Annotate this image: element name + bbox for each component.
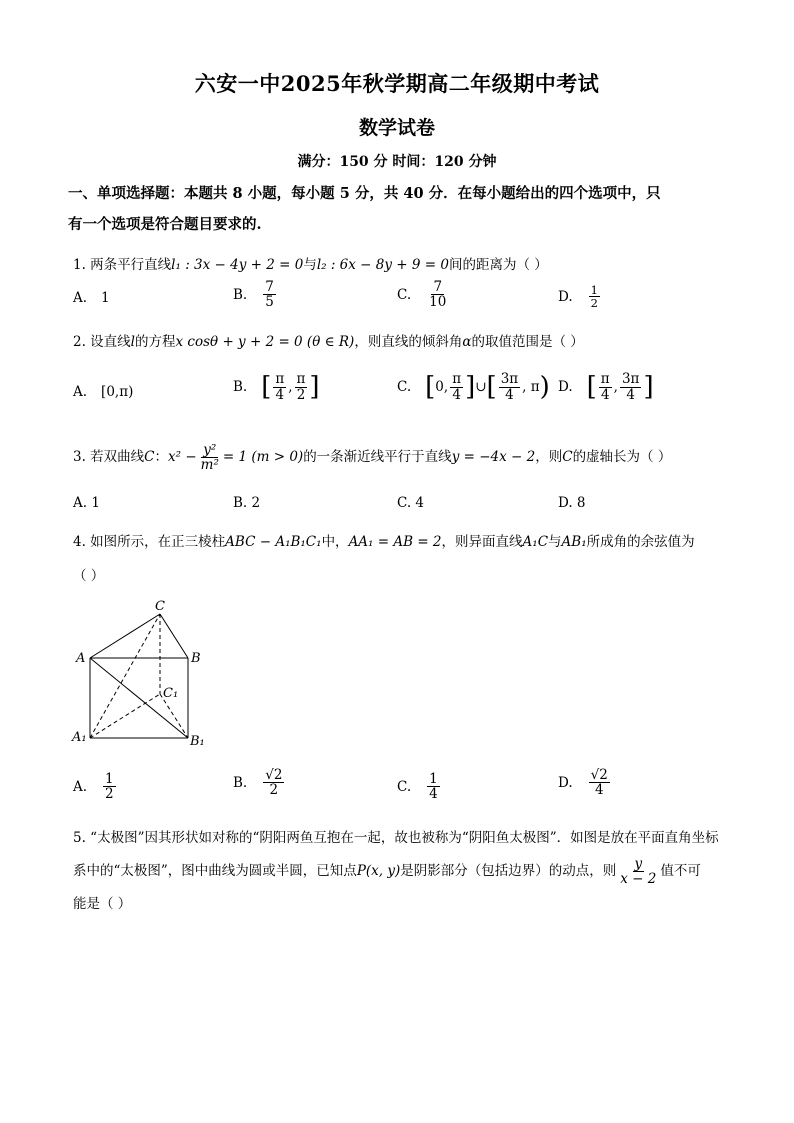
- q2-option-a[interactable]: [73, 384, 133, 400]
- bracket: ]: [465, 372, 476, 402]
- section-heading: [68, 178, 728, 240]
- label-B1: B₁: [190, 734, 205, 749]
- question-3: 3. 若双曲线C：x² − $\frac{\text{y²}}{\text{m²}}$ = 1 (m > 0)的一条渐近线平行于直线y = −4x − 2，则C的虚轴长为（ ）: [73, 441, 672, 473]
- exam-subtitle: 数学试卷: [358, 117, 435, 139]
- q2-equation: x cosθ + y + 2 = 0 (θ ∈ R): [175, 334, 355, 350]
- fraction: [273, 372, 286, 401]
- q3-option-b[interactable]: B. 2: [233, 495, 261, 511]
- q1-option-c-label: C.: [397, 286, 412, 303]
- q3-suffix: ，则: [535, 449, 563, 465]
- q5-line2: [73, 855, 729, 888]
- q5-line3: 能是（ ）: [73, 896, 132, 912]
- q1-option-b[interactable]: [233, 280, 278, 309]
- q2-suffix2: 的取值范围是（ ）: [471, 334, 584, 350]
- q4-suffix: 所成角的余弦值为: [586, 534, 695, 550]
- q1-option-a-label: A.: [73, 290, 88, 306]
- fraction: [103, 772, 116, 801]
- q2-option-c-label: C.: [397, 379, 412, 395]
- fraction-denominator: 10: [429, 294, 447, 311]
- q4-prefix: 4. 如图所示，在正三棱柱: [73, 534, 226, 550]
- question-4: [73, 525, 729, 593]
- q4-line2: （ ）: [73, 568, 105, 584]
- q3-mid: 的一条渐近线平行于直线: [303, 449, 452, 465]
- edge-A1C1: [90, 694, 160, 738]
- q4-line-a: A₁C: [522, 534, 549, 550]
- fraction-numerator: 7: [433, 279, 443, 295]
- q3-suffix2: 的虚轴长为（ ）: [572, 449, 672, 465]
- fraction-numerator: 1: [429, 771, 438, 787]
- label-A1: A₁: [72, 730, 87, 745]
- fraction: [427, 772, 440, 801]
- q2-option-d[interactable]: D. [ $\frac{\pi}{4}$ , $\frac{3\pi}{4}$ ]: [558, 371, 654, 403]
- fraction-numerator: 7: [265, 279, 274, 295]
- q4-option-a[interactable]: [73, 772, 118, 801]
- q3-eq-rhs: = 1 (m > 0): [222, 449, 304, 465]
- q2-option-b-label: B.: [233, 379, 248, 395]
- fraction: [599, 372, 612, 401]
- q2-option-a-label: A.: [73, 384, 88, 400]
- q4-condition: AA₁ = AB = 2: [348, 534, 442, 550]
- prism-figure: [70, 598, 220, 750]
- q4-mid2: ，则异面直线: [441, 534, 523, 550]
- fraction-numerator: y: [634, 855, 643, 872]
- question-1: [73, 250, 729, 280]
- q3-eq-lhs: x² −: [168, 449, 197, 465]
- bracket: ]: [643, 372, 654, 402]
- fraction: [263, 768, 284, 797]
- bracket: [: [425, 372, 436, 402]
- fraction-denominator: 5: [265, 294, 274, 311]
- fraction-numerator: π: [275, 371, 285, 388]
- bracket: ): [539, 372, 550, 402]
- q3-curve: C: [144, 449, 155, 465]
- q3-option-c[interactable]: C. 4: [397, 495, 425, 511]
- q4-option-d[interactable]: [558, 768, 612, 797]
- fraction-denominator: 2: [296, 386, 306, 403]
- fraction-denominator: 4: [594, 782, 604, 799]
- q1-option-b-fraction: [263, 280, 276, 309]
- q4-option-b-label: B.: [233, 774, 248, 791]
- q1-option-c[interactable]: [397, 280, 450, 309]
- fraction-denominator: 2: [105, 786, 114, 803]
- q4-mid3: 与: [548, 534, 562, 550]
- q2-alpha: α: [462, 334, 472, 350]
- q4-prism: ABC − A₁B₁C₁: [225, 534, 322, 550]
- q4-mid: 中，: [321, 534, 349, 550]
- q2-prefix: 2. 设直线: [73, 334, 131, 350]
- q1-prefix: 1. 两条平行直线: [73, 257, 172, 273]
- fraction-numerator: √2: [265, 767, 283, 783]
- q2-option-a-value: [0,π): [101, 384, 134, 400]
- label-C: C: [155, 599, 165, 614]
- q4-line-b: AB₁: [561, 534, 587, 550]
- fraction-numerator: π: [452, 371, 462, 388]
- edge-AC: [90, 614, 160, 658]
- bracket: ]: [309, 372, 320, 402]
- q5-mid: 是阴影部分（包括边界）的动点，则: [400, 863, 617, 879]
- q3-line: y = −4x − 2: [451, 449, 536, 465]
- q2-var-l: l: [130, 334, 135, 350]
- fraction-numerator: π: [600, 371, 610, 388]
- label-C1: C₁: [163, 686, 179, 701]
- q1-option-d-label: D.: [558, 288, 573, 305]
- section-heading-line1: 一、单项选择题：本题共 8 小题，每小题 5 分，共 40 分．在每小题给出的四个选项中，只: [68, 185, 661, 202]
- section-heading-line2: 有一个选项是符合题目要求的.: [68, 216, 262, 233]
- fraction-numerator: 3π: [621, 371, 640, 388]
- q5-line1: 5. “太极图”因其形状如对称的“阴阳两鱼互抱在一起，故也被称为“阴阳鱼太极图”．如图是放在平面直角坐标: [73, 830, 719, 846]
- q2-suffix: ，则直线的倾斜角: [354, 334, 463, 350]
- diagonal-A1C: [90, 614, 160, 738]
- bracket: [: [486, 372, 497, 402]
- fraction: [589, 768, 610, 797]
- q5-prefix: 系中的“太极图”，图中曲线为圆或半圆，已知点: [73, 863, 357, 879]
- fraction-denominator: m²: [200, 457, 219, 473]
- q5-point: P(x, y): [356, 863, 401, 879]
- bracket: [: [586, 372, 597, 402]
- question-5: [73, 822, 729, 921]
- fraction: [499, 372, 520, 401]
- fraction-denominator: 4: [600, 386, 610, 403]
- q4-line1: [73, 525, 729, 559]
- q1-option-a[interactable]: [73, 290, 110, 306]
- q5-fraction: [618, 857, 658, 886]
- fraction: [450, 372, 463, 401]
- bracket: [: [261, 372, 272, 402]
- label-A: A: [76, 651, 86, 666]
- fraction-numerator: √2: [590, 767, 608, 783]
- q5-suffix: 值不可: [660, 863, 701, 879]
- fraction-denominator: 2: [269, 782, 279, 799]
- label-B: B: [191, 651, 201, 666]
- q2-option-b[interactable]: B. [ $\frac{\pi}{4}$ , $\frac{\pi}{2}$ ]: [233, 371, 320, 403]
- q3-option-a[interactable]: A. 1: [73, 495, 100, 511]
- fraction-numerator: 1: [590, 283, 598, 297]
- q4-option-c[interactable]: [397, 772, 442, 801]
- fraction-denominator: 2: [590, 296, 598, 311]
- fraction-denominator: x − 2: [620, 871, 657, 887]
- fraction-denominator: 4: [505, 386, 514, 403]
- fraction-numerator: y²: [203, 441, 217, 458]
- q3-curve-ref: C: [562, 449, 573, 465]
- q1-option-a-value: 1: [101, 290, 110, 306]
- q1-option-b-label: B.: [233, 286, 248, 303]
- q4-option-a-label: A.: [73, 778, 88, 795]
- fraction-numerator: 1: [105, 771, 114, 787]
- q1-line2: l₂ : 6x − 8y + 9 = 0: [316, 257, 449, 273]
- fraction-denominator: 4: [429, 786, 438, 803]
- q4-option-d-label: D.: [558, 774, 573, 791]
- q3-fraction: [199, 443, 221, 472]
- exam-title: 六安一中2025年秋学期高二年级期中考试: [194, 71, 600, 96]
- q1-option-d-fraction: [589, 284, 600, 309]
- question-2: [73, 327, 729, 357]
- q4-option-b[interactable]: [233, 768, 286, 797]
- q2-mid: 的方程: [135, 334, 176, 350]
- fraction: [295, 372, 308, 401]
- q3-option-d[interactable]: D. 8: [558, 495, 586, 511]
- fraction: [620, 372, 641, 401]
- fraction-denominator: 4: [452, 386, 461, 403]
- q1-line1: l₁ : 3x − 4y + 2 = 0: [171, 257, 304, 273]
- q1-option-c-fraction: [427, 280, 448, 309]
- exam-meta: 满分：150 分 时间：120 分钟: [297, 154, 497, 170]
- edge-CB: [160, 614, 188, 658]
- q2-option-c[interactable]: C. [ 0, $\frac{\pi}{4}$ ] ∪ [ $\frac{3\pi}{4}$ , π ): [397, 371, 550, 403]
- q4-option-c-label: C.: [397, 778, 412, 795]
- q1-suffix: 间的距离为（ ）: [448, 257, 548, 273]
- fraction-denominator: 4: [626, 386, 635, 403]
- fraction-numerator: 3π: [500, 371, 519, 388]
- pi: π: [530, 379, 540, 395]
- fraction-denominator: 4: [275, 386, 285, 403]
- q3-prefix: 3. 若双曲线: [73, 449, 145, 465]
- q1-mid: 与: [303, 257, 317, 273]
- q1-option-d[interactable]: [558, 284, 602, 309]
- q2-option-d-label: D.: [558, 379, 573, 395]
- fraction-numerator: π: [296, 371, 306, 388]
